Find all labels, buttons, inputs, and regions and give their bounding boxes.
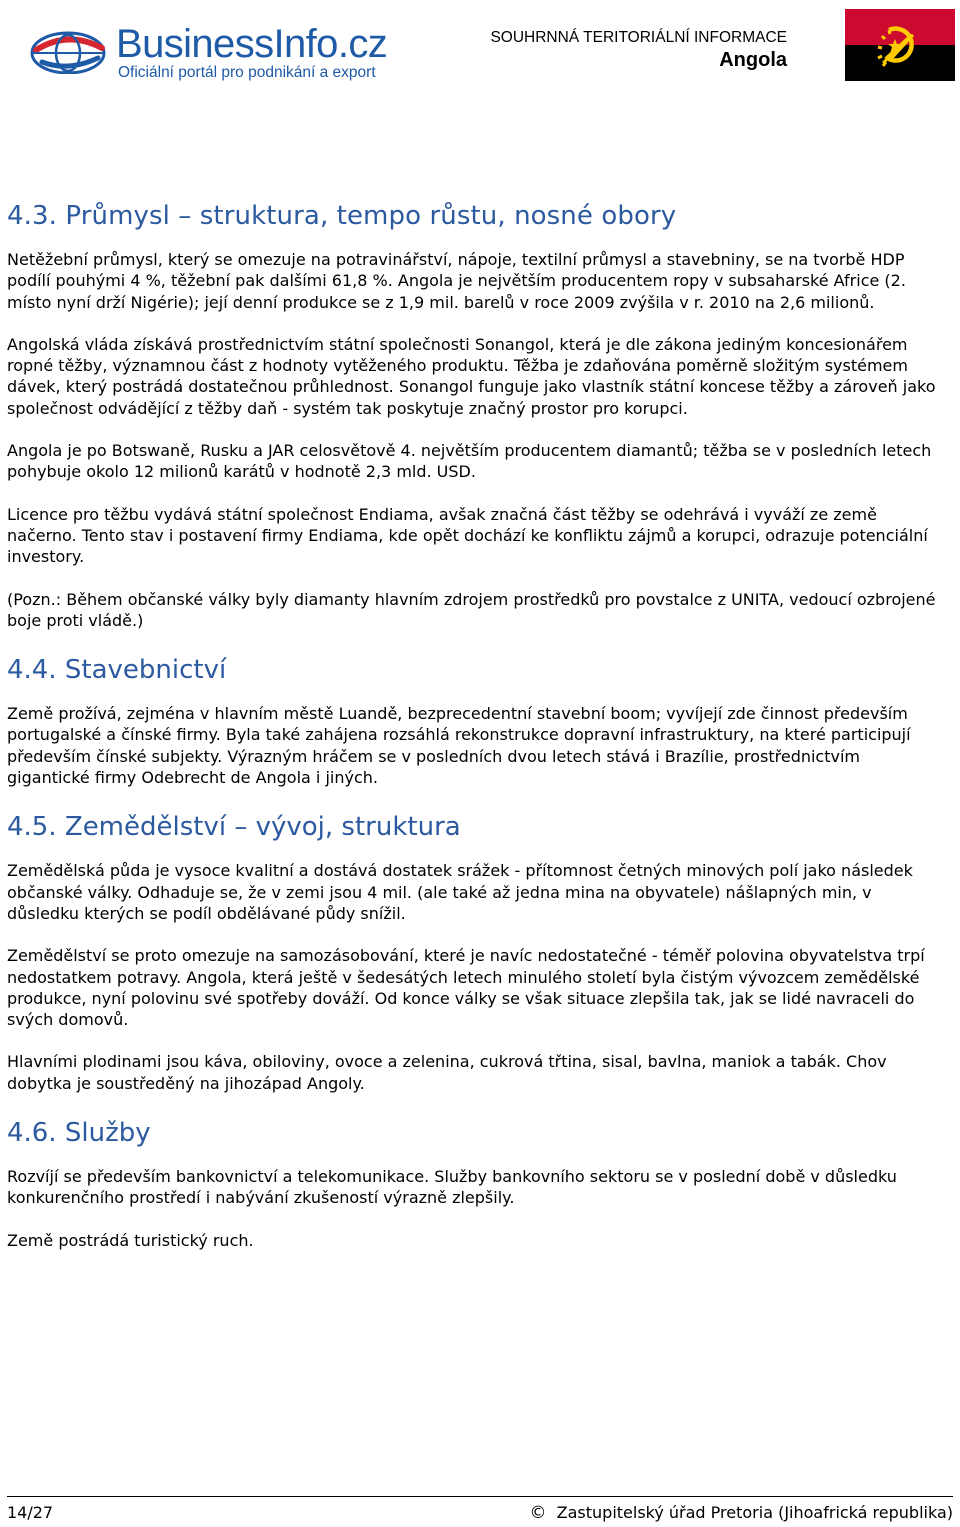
copyright-icon: © xyxy=(529,1503,547,1523)
paragraph: Licence pro těžbu vydává státní společnost Endiama, avšak značná část těžby se odehrává i vyváží ze země načerno. Tento stav i postavení firmy Endiama, kde opět dochází ke konfliktu zájmů a korupci, odrazuje potenciální investory. xyxy=(7,504,928,567)
country-name: Angola xyxy=(719,49,787,71)
page-header xyxy=(0,0,960,95)
page-footer xyxy=(7,1496,953,1527)
paragraph: Země prožívá, zejména v hlavním městě Luandě, bezprecedentní stavební boom; vyvíjejí zde činnost především portugalské a čínské firmy. Byla také zahájena rozsáhlá rekonstrukce dopravní infrastruktury, na které participují především čínské subjekty. Výrazným hráčem se v posledních dvou letech stává i Brazílie, prostřednictvím gigantické firmy Odebrecht de Angola i jiných. xyxy=(7,704,911,788)
document-body xyxy=(7,198,942,1272)
paragraph: Netěžební průmysl, který se omezuje na potravinářství, nápoje, textilní průmysl a stavebniny, se na tvorbě HDP podílí pouhými 4 %, těžební pak dalšími 61,8 %. Angola je největším producentem ropy v subsaharské Africe (2. místo nyní drží Nigérie); její denní produkce se z 1,9 mil. barelů v roce 2009 zvýšila v r. 2010 na 2,6 milionů. xyxy=(7,250,906,312)
document-title-block xyxy=(490,28,787,72)
logo-name: BusinessInfo.cz xyxy=(116,22,388,66)
heading-industry: 4.3. Průmysl – struktura, tempo růstu, nosné obory xyxy=(7,201,677,231)
heading-agriculture: 4.5. Zemědělství – vývoj, struktura xyxy=(7,812,461,843)
footer-source-text: Zastupitelský úřad Pretoria (Jihoafrická republika) xyxy=(556,1503,953,1522)
paragraph: Angola je po Botswaně, Rusku a JAR celosvětově 4. největším producentem diamantů; těžba se v posledních letech pohybuje okolo 12 milionů karátů v hodnotě 2,3 mld. USD. xyxy=(7,441,932,482)
globe-logo-icon xyxy=(28,28,106,74)
paragraph: (Pozn.: Během občanské války byly diamanty hlavním zdrojem prostředků pro povstalce z UNITA, vedoucí ozbrojené boje proti vládě.) xyxy=(7,589,936,630)
logo-tagline: Oficiální portál pro podnikání a export xyxy=(118,64,376,81)
paragraph: Hlavními plodinami jsou káva, obiloviny, ovoce a zelenina, cukrová třtina, sisal, bavlna, maniok a tabák. Chov dobytka je soustředěný na jihozápad Angoly. xyxy=(7,1052,887,1093)
angola-flag-icon xyxy=(842,6,958,84)
businessinfo-logo[interactable] xyxy=(28,14,388,80)
document-type-label: SOUHRNNÁ TERITORIÁLNÍ INFORMACE xyxy=(490,29,787,46)
paragraph: Země postrádá turistický ruch. xyxy=(7,1230,254,1250)
paragraph: Rozvíjí se především bankovnictví a telekomunikace. Služby bankovního sektoru se v poslední době v důsledku konkurenčního prostředí i nabývání zkušeností výrazně zlepšily. xyxy=(7,1167,897,1208)
footer-source xyxy=(529,1503,953,1523)
heading-services: 4.6. Služby xyxy=(7,1118,151,1149)
paragraph: Zemědělská půda je vysoce kvalitní a dostává dostatek srážek - přítomnost četných minových polí jako následek občanské války. Odhaduje se, že v zemi jsou 4 mil. (ale také až jedna mina na obyvatele) nášlapných min, v důsledku kterých se podíl obdělávané půdy snížil. xyxy=(7,861,913,923)
heading-construction: 4.4. Stavebnictví xyxy=(7,655,227,686)
page-number: 14/27 xyxy=(7,1503,54,1522)
paragraph: Angolská vláda získává prostřednictvím státní společnosti Sonangol, která je dle zákona jediným koncesionářem ropné těžby, významnou část z hodnoty vytěženého produktu. Těžba je zdaňována poměrně složitým systémem dávek, který postrádá dostatečnou průhlednost. Sonangol funguje jako vlastník státní koncese těžby a zároveň jako společnost odvádějící z těžby daň - systém tak poskytuje značný prostor pro korupci. xyxy=(7,334,936,418)
paragraph: Zemědělství se proto omezuje na samozásobování, které je navíc nedostatečné - téměř polovina obyvatelstva trpí nedostatkem potravy. Angola, která ještě v šedesátých letech minulého století byla čistým vývozcem zemědělské produkce, nyní polovinu své spotřeby dováží. Od konce války se však situace zlepšila tak, jak se lidé navraceli do svých domovů. xyxy=(7,946,925,1030)
